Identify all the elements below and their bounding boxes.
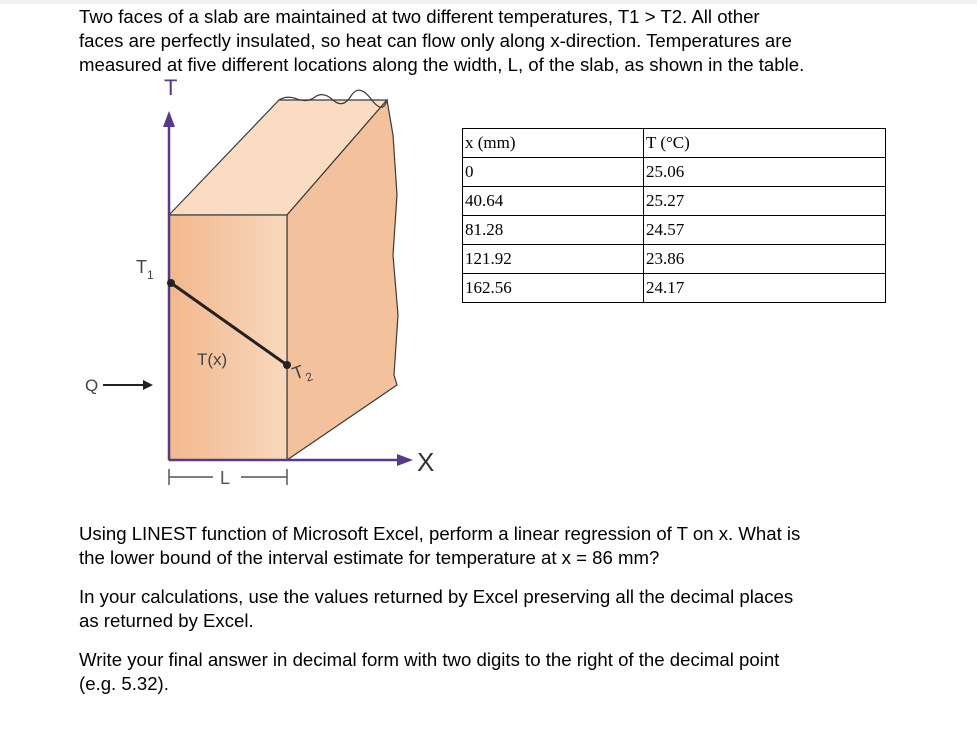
t2-label: $T_2$ [289,361,315,385]
cell-x: 81.28 [463,216,644,245]
l-label: L [220,468,231,488]
x-axis-arrow-icon [397,454,413,466]
cell-t: 25.06 [644,158,886,187]
intro-line-2: faces are perfectly insulated, so heat can flow only along x-direction. Temperatures are [79,30,792,51]
instructions-line-2: as returned by Excel. [79,610,254,631]
t1-point [167,279,175,287]
t-axis-arrow-icon [163,111,175,127]
problem-intro [79,5,959,77]
table-row [463,187,886,216]
slab-front-face [169,215,287,460]
x-axis-label: X [417,447,435,477]
t1-label: $T_1$ [136,257,154,282]
heat-flow-arrow-icon [143,380,153,390]
top-divider [0,0,977,4]
answer-format-line-1: Write your final answer in decimal form with two digits to the right of the decimal point [79,649,780,670]
tx-label: T(x) [197,350,228,369]
cell-x: 0 [463,158,644,187]
table-row [463,216,886,245]
header-t: T (°C) [644,129,886,158]
slab-diagram [75,75,455,495]
temperature-table [462,128,886,303]
intro-line-3: measured at five different locations along the width, L, of the slab, as shown in the table. [79,54,805,75]
question-line-1: Using LINEST function of Microsoft Excel, perform a linear regression of T on x. What is [79,523,801,544]
cell-x: 40.64 [463,187,644,216]
instructions-paragraph [79,585,959,633]
cell-t: 23.86 [644,245,886,274]
cell-t: 24.17 [644,274,886,303]
answer-format-line-2: (e.g. 5.32). [79,673,169,694]
t-axis-label: T [164,75,178,100]
cell-x: 162.56 [463,274,644,303]
intro-line-1: Two faces of a slab are maintained at two different temperatures, T1 > T2. All other [79,6,760,27]
table-row [463,245,886,274]
q-label: Q [85,376,99,395]
table-header-row [463,129,886,158]
instructions-line-1: In your calculations, use the values returned by Excel preserving all the decimal places [79,586,794,607]
header-x: x (mm) [463,129,644,158]
answer-format-paragraph [79,648,959,696]
table-row [463,274,886,303]
table-row [463,158,886,187]
question-paragraph [79,522,959,570]
cell-x: 121.92 [463,245,644,274]
question-line-2: the lower bound of the interval estimate for temperature at x = 86 mm? [79,547,660,568]
cell-t: 24.57 [644,216,886,245]
cell-t: 25.27 [644,187,886,216]
